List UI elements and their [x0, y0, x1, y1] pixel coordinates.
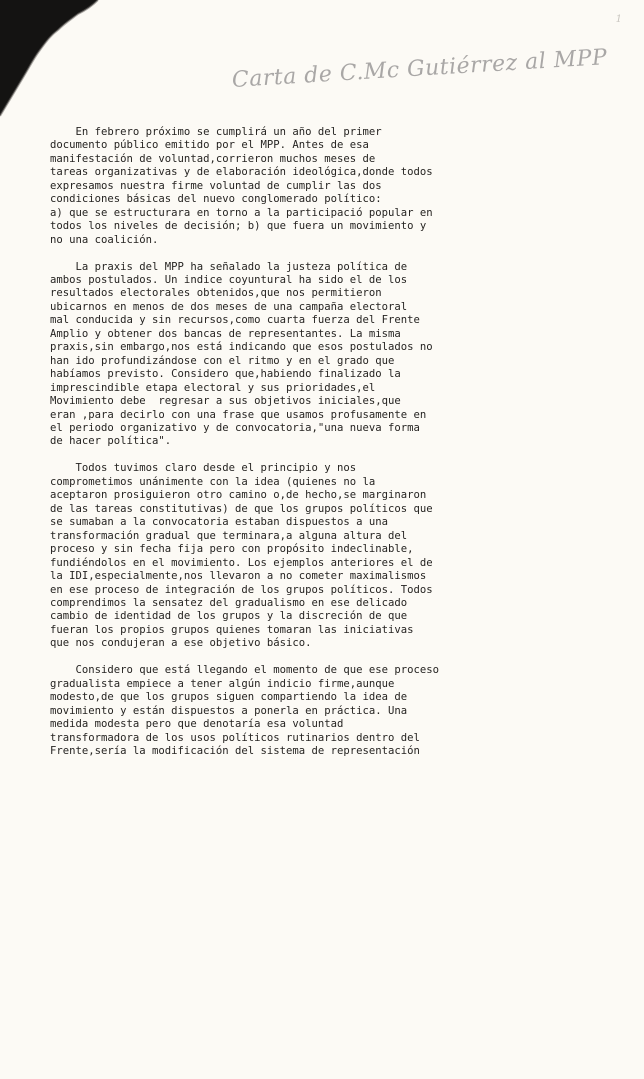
letter-body	[50, 126, 640, 772]
text-line: Considero que está llegando el momento de que ese proceso	[50, 664, 440, 677]
text-line: habíamos previsto. Considero que,habiendo finalizado la	[50, 368, 401, 381]
text-line: praxis,sin embargo,nos está indicando que esos postulados no	[50, 341, 433, 354]
text-line: en ese proceso de integración de los grupos políticos. Todos	[50, 583, 433, 596]
text-line: no una coalición.	[50, 233, 159, 246]
paragraph-4	[50, 664, 640, 758]
text-line: de las tareas constitutivas) de que los grupos políticos que	[50, 502, 433, 515]
text-line: documento público emitido por el MPP. Antes de esa	[50, 139, 369, 152]
text-line: Amplio y obtener dos bancas de representantes. La misma	[50, 327, 401, 340]
torn-corner-shadow	[0, 0, 130, 120]
text-line: resultados electorales obtenidos,que nos permitieron	[50, 287, 382, 300]
text-line: el periodo organizativo y de convocatoria,"una nueva forma	[50, 422, 420, 435]
text-line: expresamos nuestra firme voluntad de cumplir las dos	[50, 179, 382, 192]
text-line: comprendimos la sensatez del gradualismo en ese delicado	[50, 596, 408, 609]
text-line: La praxis del MPP ha señalado la justeza política de	[50, 260, 408, 273]
text-line: movimiento y están dispuestos a ponerla en práctica. Una	[50, 704, 408, 717]
text-line: proceso y sin fecha fija pero con propósito indeclinable,	[50, 543, 414, 556]
text-line: transformadora de los usos políticos rutinarios dentro del	[50, 731, 420, 744]
text-line: todos los niveles de decisión; b) que fuera un movimiento y	[50, 220, 427, 233]
text-line: eran ,para decirlo con una frase que usamos profusamente en	[50, 408, 427, 421]
handwritten-title: Carta de C.Mc Gutiérrez al MPP	[231, 45, 609, 93]
paragraph-2	[50, 261, 640, 449]
text-line: transformación gradual que terminara,a alguna altura del	[50, 529, 408, 542]
text-line: cambio de identidad de los grupos y la discreción de que	[50, 610, 408, 623]
text-line: gradualista empiece a tener algún indicio firme,aunque	[50, 677, 395, 690]
text-line: imprescindible etapa electoral y sus prioridades,el	[50, 381, 376, 394]
page-mark: 1	[615, 14, 622, 25]
text-line: manifestación de voluntad,corrieron muchos meses de	[50, 152, 376, 165]
text-line: Todos tuvimos claro desde el principio y nos	[50, 462, 357, 475]
text-line: se sumaban a la convocatoria estaban dispuestos a una	[50, 516, 389, 529]
text-line: a) que se estructurara en torno a la participació popular en	[50, 206, 433, 219]
text-line: ubicarnos en menos de dos meses de una campaña electoral	[50, 300, 408, 313]
text-line: fundiéndolos en el movimiento. Los ejemplos anteriores el de	[50, 556, 433, 569]
text-line: aceptaron prosiguieron otro camino o,de hecho,se marginaron	[50, 489, 427, 502]
text-line: condiciones básicas del nuevo conglomerado político:	[50, 193, 382, 206]
text-line: medida modesta pero que denotaría esa voluntad	[50, 718, 344, 731]
text-line: ambos postulados. Un indice coyuntural ha sido el de los	[50, 274, 408, 287]
text-line: comprometimos unánimente con la idea (quienes no la	[50, 475, 376, 488]
text-line: de hacer política".	[50, 435, 172, 448]
text-line: tareas organizativas y de elaboración ideológica,donde todos	[50, 166, 433, 179]
text-line: que nos condujeran a ese objetivo básico.	[50, 637, 312, 650]
text-line: modesto,de que los grupos siguen compartiendo la idea de	[50, 691, 408, 704]
text-line: Movimiento debe regresar a sus objetivos iniciales,que	[50, 395, 401, 408]
text-line: mal conducida y sin recursos,como cuarta fuerza del Frente	[50, 314, 420, 327]
text-line: la IDI,especialmente,nos llevaron a no cometer maximalismos	[50, 570, 427, 583]
paragraph-1	[50, 126, 640, 247]
text-line: Frente,sería la modificación del sistema de representación	[50, 744, 420, 757]
text-line: En febrero próximo se cumplirá un año del primer	[50, 126, 382, 138]
text-line: han ido profundizándose con el ritmo y en el grado que	[50, 354, 395, 367]
paragraph-3	[50, 462, 640, 650]
text-line: fueran los propios grupos quienes tomaran las iniciativas	[50, 623, 414, 636]
